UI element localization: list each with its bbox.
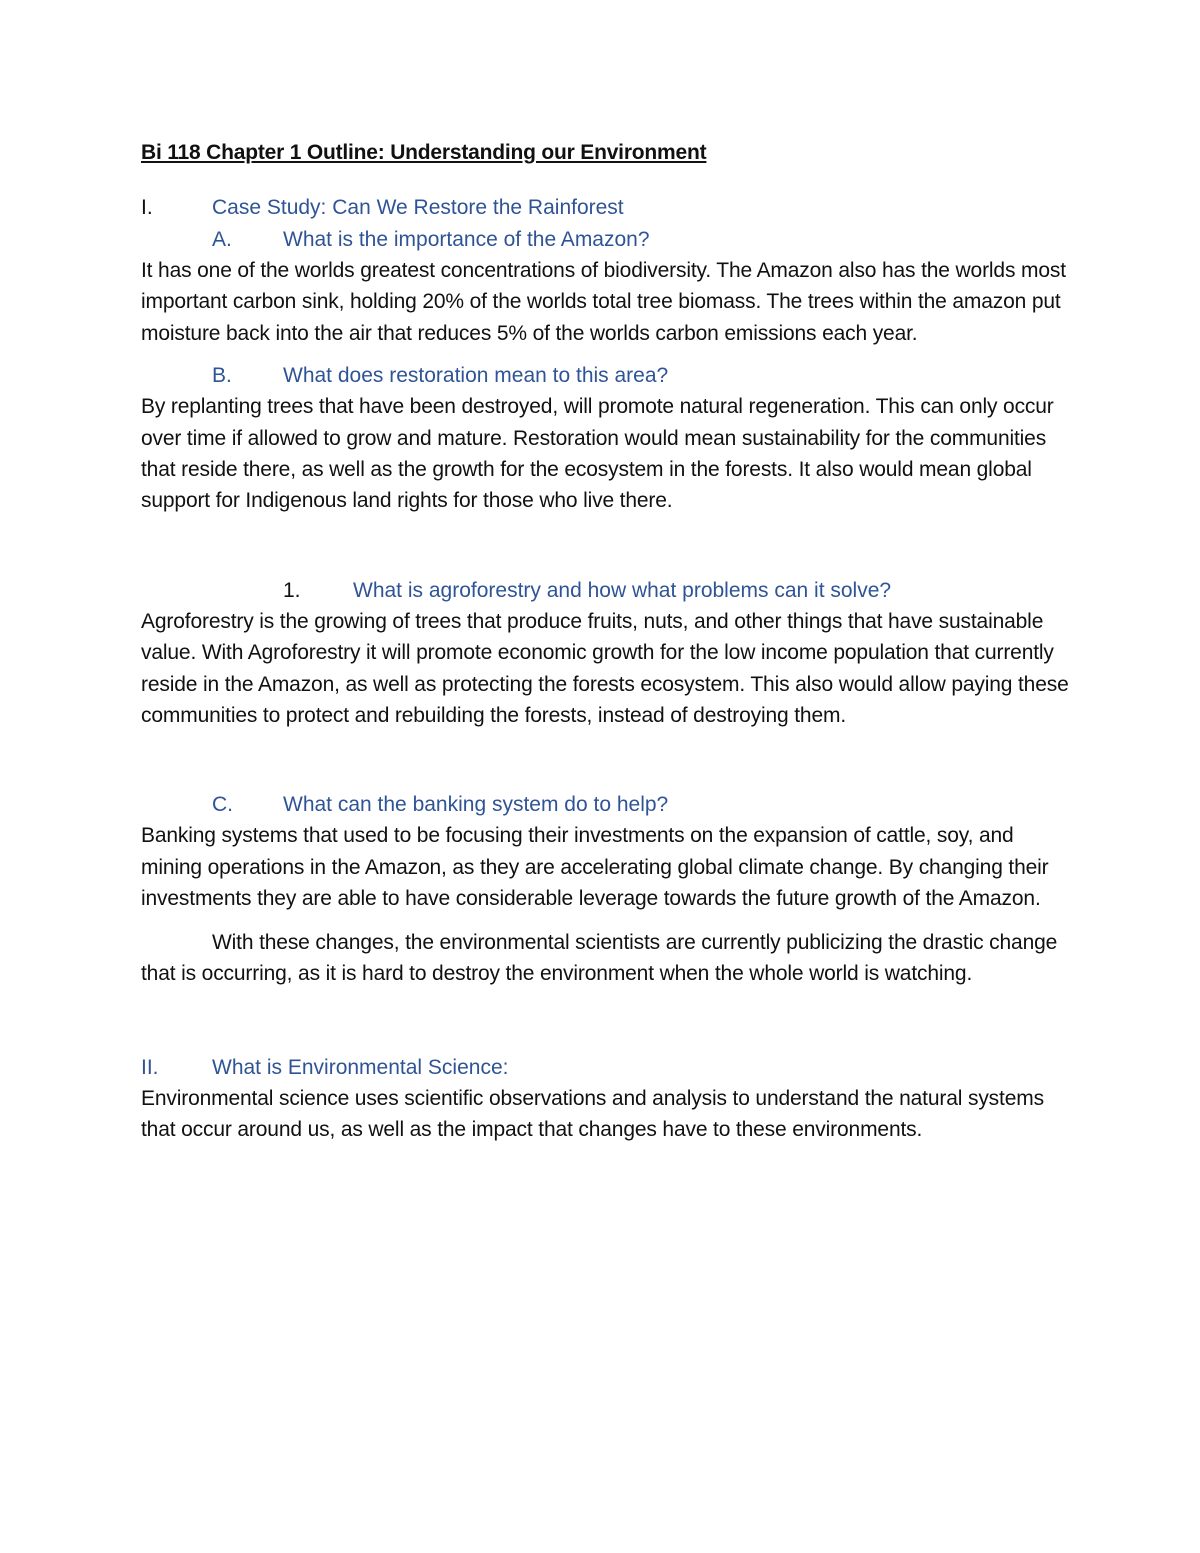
section-1-heading-text: Case Study: Can We Restore the Rainforest (212, 196, 624, 219)
item-b-heading-text: What does restoration mean to this area? (283, 364, 669, 388)
section-1-marker: I. (141, 196, 153, 219)
section-2-heading-text: What is Environmental Science: (212, 1055, 509, 1079)
item-b1-heading-text: What is agroforestry and how what problems can it solve? (353, 578, 892, 602)
section-2-heading (141, 1053, 1071, 1083)
item-a-body: It has one of the worlds greatest concentrations of biodiversity. The Amazon also has the worlds most important carbon sink, holding 20% of the worlds total tree biomass. The trees within the amazon put moisture back into the air that reduces 5% of the worlds carbon emissions each year. (141, 259, 1066, 345)
document-title: Bi 118 Chapter 1 Outline: Understanding our Environment (141, 141, 707, 164)
item-b1-body: Agroforestry is the growing of trees that produce fruits, nuts, and other things that have sustainable value. With Agroforestry it will promote economic growth for the low income population that currently reside in the Amazon, as well as protecting the forests ecosystem. This also would allow paying these communities to protect and rebuilding the forests, instead of destroying them. (141, 609, 1069, 728)
item-a-marker: A. (212, 228, 232, 251)
item-a-heading-text: What is the importance of the Amazon? (283, 228, 650, 251)
item-b-heading (141, 361, 1071, 391)
item-c-heading-text: What can the banking system do to help? (283, 793, 669, 817)
section-1-heading (141, 193, 1071, 223)
item-b-marker: B. (212, 364, 232, 388)
item-a-heading (141, 225, 1071, 255)
item-c-body: Banking systems that used to be focusing their investments on the expansion of cattle, soy, and mining operations in the Amazon, as they are accelerating global climate change. By changing their investments they are able to have considerable leverage towards the future growth of the Amazon. (141, 824, 1049, 911)
item-c-heading (141, 790, 1071, 820)
section-2-body: Environmental science uses scientific observations and analysis to understand the natural systems that occur around us, as well as the impact that changes have to these environments. (141, 1086, 1044, 1141)
item-b-body: By replanting trees that have been destroyed, will promote natural regeneration. This can only occur over time if allowed to grow and mature. Restoration would mean sustainability for the communities that reside there, as well as the growth for the ecosystem in the forests. It also would mean global support for Indigenous land rights for those who live there. (141, 395, 1054, 513)
item-b1-heading (141, 576, 1071, 606)
item-b1-marker: 1. (283, 578, 301, 602)
item-c-marker: C. (212, 793, 233, 817)
item-c-closing: With these changes, the environmental scientists are currently publicizing the drastic change that is occurring, as it is hard to destroy the environment when the whole world is watching. (141, 930, 1058, 986)
document-page (141, 138, 1071, 1145)
section-2-marker: II. (141, 1055, 159, 1079)
